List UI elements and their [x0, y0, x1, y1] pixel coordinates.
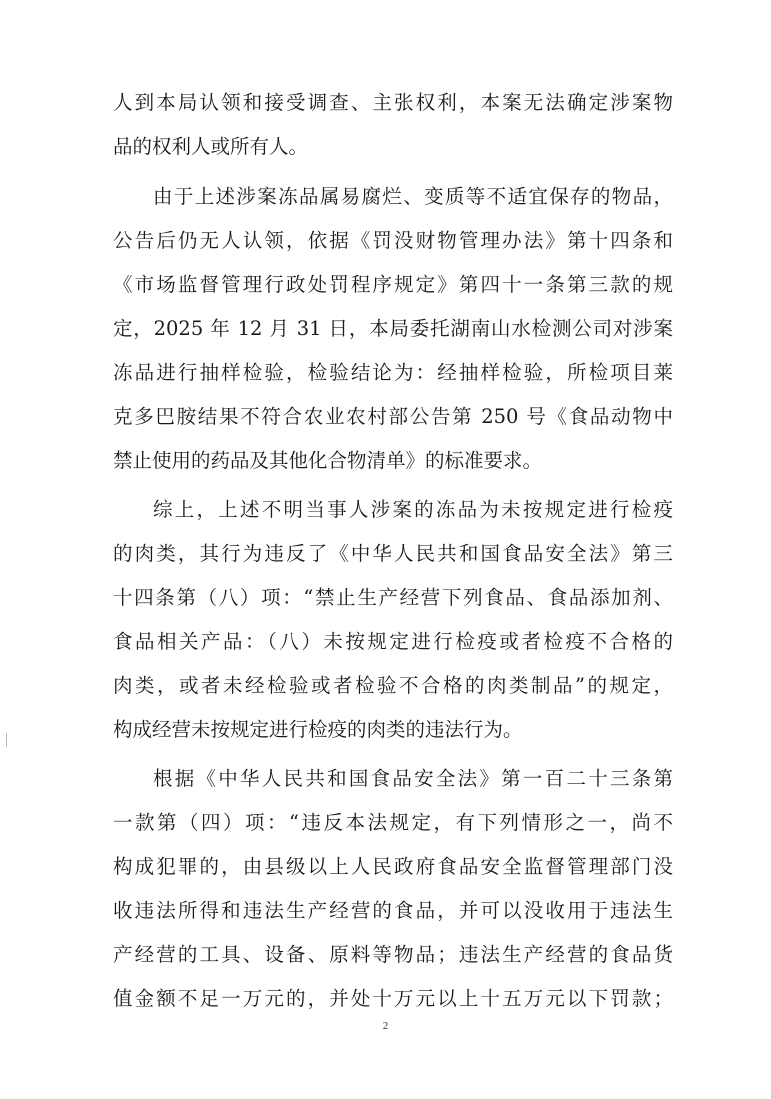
paragraph-4-line-2: 一款第（四）项：“违反本法规定，有下列情形之一，尚不 — [113, 811, 673, 834]
paragraph-2-line-7: 禁止使用的药品及其他化合物清单》的标准要求。 — [113, 449, 543, 472]
paragraph-3-line-2: 的肉类，其行为违反了《中华人民共和国食品安全法》第三 — [113, 542, 673, 565]
paragraph-4-line-6: 值金额不足一万元的，并处十万元以上十五万元以下罚款； — [113, 987, 673, 1010]
paragraph-2-line-1: 由于上述涉案冻品属易腐烂、变质等不适宜保存的物品， — [153, 185, 673, 208]
paragraph-4-line-3: 构成犯罪的，由县级以上人民政府食品安全监督管理部门没 — [113, 855, 673, 878]
paragraph-3-line-1: 综上，上述不明当事人涉案的冻品为未按规定进行检疫 — [153, 498, 673, 521]
paragraph-2-line-4: 定，2025 年 12 月 31 日，本局委托湖南山水检测公司对涉案 — [113, 317, 673, 340]
paragraph-2-line-3: 《市场监督管理行政处罚程序规定》第四十一条第三款的规 — [113, 273, 673, 296]
paragraph-2-line-2: 公告后仍无人认领，依据《罚没财物管理办法》第十四条和 — [113, 229, 673, 252]
paragraph-2-line-6: 克多巴胺结果不符合农业农村部公告第 250 号《食品动物中 — [113, 405, 673, 428]
scan-margin-mark — [6, 733, 7, 747]
paragraph-1-line-1: 人到本局认领和接受调查、主张权利，本案无法确定涉案物 — [113, 91, 673, 114]
paragraph-3-line-5: 肉类，或者未经检验或者检验不合格的肉类制品”的规定， — [113, 674, 673, 697]
paragraph-2-line-5: 冻品进行抽样检验，检验结论为：经抽样检验，所检项目莱 — [113, 361, 673, 384]
paragraph-3-line-6: 构成经营未按规定进行检疫的肉类的违法行为。 — [113, 718, 523, 741]
paragraph-4-line-1: 根据《中华人民共和国食品安全法》第一百二十三条第 — [153, 767, 673, 790]
paragraph-3-line-3: 十四条第（八）项：“禁止生产经营下列食品、食品添加剂、 — [113, 586, 673, 609]
paragraph-3-line-4: 食品相关产品：（八）未按规定进行检疫或者检疫不合格的 — [113, 630, 673, 653]
paragraph-4-line-4: 收违法所得和违法生产经营的食品，并可以没收用于违法生 — [113, 899, 673, 922]
paragraph-4-line-5: 产经营的工具、设备、原料等物品；违法生产经营的食品货 — [113, 943, 673, 966]
paragraph-1-line-2: 品的权利人或所有人。 — [113, 135, 309, 158]
page-number: 2 — [382, 1020, 389, 1032]
